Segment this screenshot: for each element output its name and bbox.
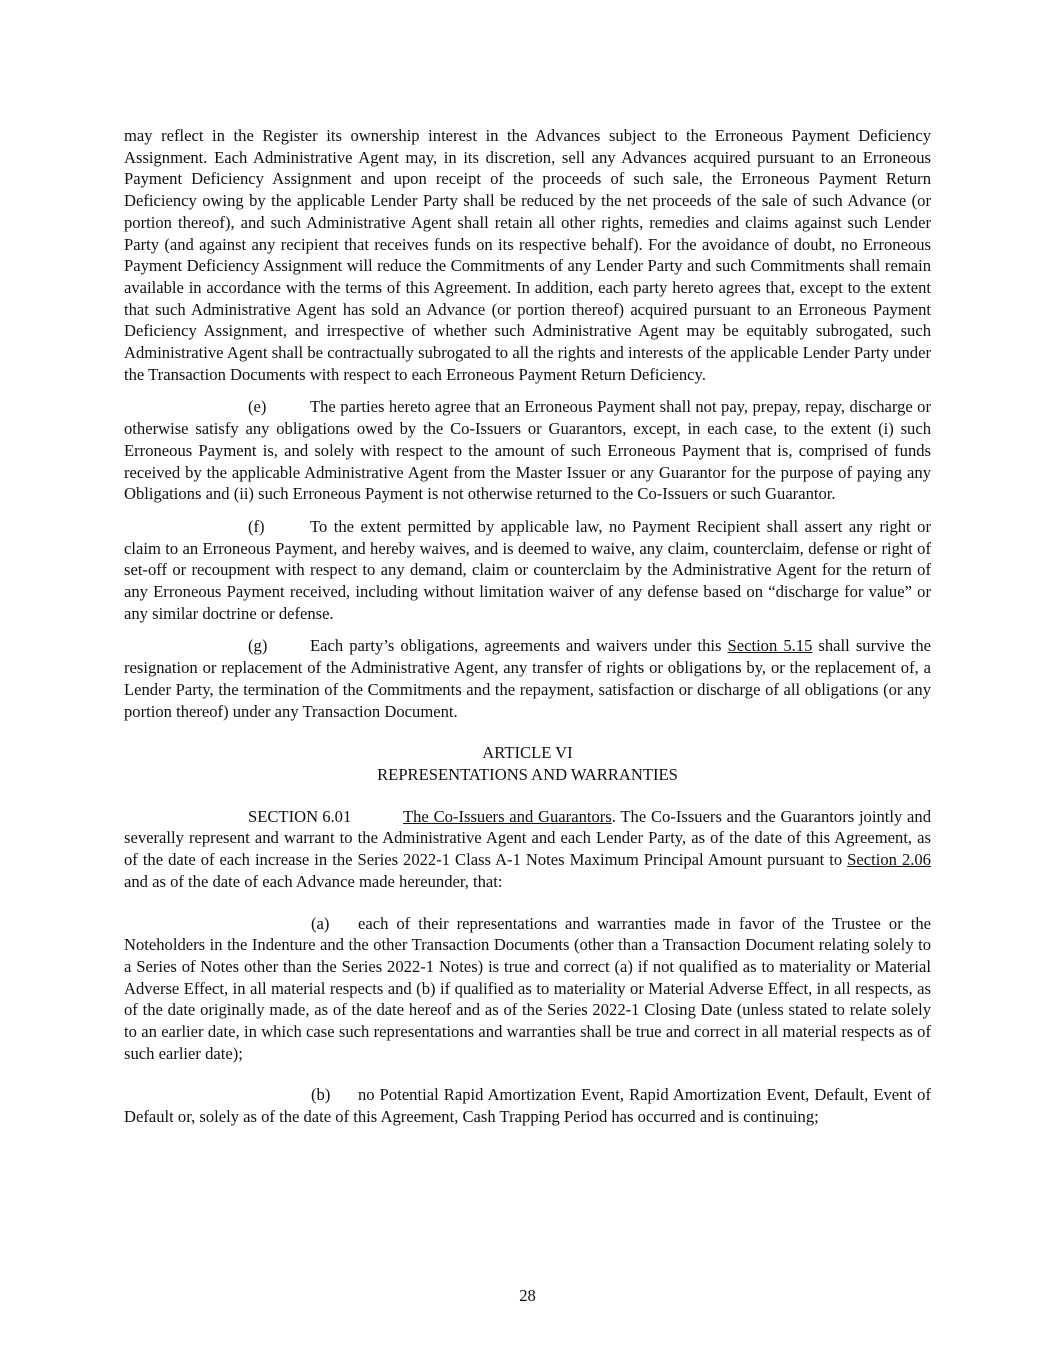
section-2-06-reference: Section 2.06: [847, 850, 931, 870]
paragraph-g-label: (g): [248, 636, 268, 656]
document-body: [124, 125, 931, 1128]
item-a-text: each of their representations and warranties made in favor of the Trustee or the Noteholders in the Indenture and the other Transaction Documents (other than a Transaction Document relating solely to a Series of Notes other than the Series 2022-1 Notes) is true and correct (a) if not qualified as to materiality or Material Adverse Effect, in all material respects and (b) if qualified as to materiality or Material Adverse Effect, in all respects, as of the date originally made, as of the date hereof and as of the Series 2022-1 Closing Date (unless stated to relate solely to an earlier date, in which case such representations and warranties shall be true and correct in all material respects as of such earlier date);: [124, 913, 931, 1063]
item-b: [124, 1084, 931, 1127]
section-5-15-reference: Section 5.15: [727, 636, 813, 656]
paragraph-f-label: (f): [248, 516, 265, 536]
paragraph-e-label: (e): [248, 397, 267, 417]
section-6-01-label: SECTION 6.01: [248, 806, 352, 826]
article-number: ARTICLE VI: [482, 743, 573, 763]
item-b-label: (b): [311, 1085, 331, 1105]
paragraph-e-text: The parties hereto agree that an Erroneous Payment shall not pay, prepay, repay, discharge or otherwise satisfy any obligations owed by the Co-Issuers or Guarantors, except, in each case, to the extent (i) such Erroneous Payment is, and solely with respect to the amount of such Erroneous Payment that is, comprised of funds received by the applicable Administrative Agent from the Master Issuer or any Guarantor for the purpose of paying any Obligations and (ii) such Erroneous Payment is not otherwise returned to the Co-Issuers or such Guarantor.: [124, 397, 931, 504]
section-6-01: SECTION 6.01 The Co-Issuers and Guarantors. The Co-Issuers and the Guarantors jointly and severally represent and warrant to the Administrative Agent and each Lender Party, as of the date of this Agreement, as of the date of each increase in the Series 2022-1 Class A-1 Notes Maximum Principal Amount pursuant to Section 2.06 and as of the date of each Advance made hereunder, that:: [124, 806, 931, 891]
paragraph-e: [124, 396, 931, 505]
page-number: 28: [519, 1286, 536, 1305]
paragraph-f-text: To the extent permitted by applicable law, no Payment Recipient shall assert any right or claim to an Erroneous Payment, and hereby waives, and is deemed to waive, any claim, counterclaim, defense or right of set-off or recoupment with respect to any demand, claim or counterclaim by the Administrative Agent for the return of any Erroneous Payment received, including without limitation waiver of any defense based on “discharge for value” or any similar doctrine or defense.: [124, 516, 931, 623]
item-b-text: no Potential Rapid Amortization Event, Rapid Amortization Event, Default, Event of Default or, solely as of the date of this Agreement, Cash Trapping Period has occurred and is continuing;: [124, 1085, 931, 1127]
paragraph-g: (g) Each party’s obligations, agreements and waivers under this Section 5.15 shall survive the resignation or replacement of the Administrative Agent, any transfer of rights or obligations by, or the replacement of, a Lender Party, the termination of the Commitments and the repayment, satisfaction or discharge of all obligations (or any portion thereof) under any Transaction Document.: [124, 636, 931, 721]
section-6-01-heading: The Co-Issuers and Guarantors: [403, 806, 612, 826]
paragraph-f: [124, 516, 931, 625]
article-title: REPRESENTATIONS AND WARRANTIES: [377, 764, 678, 784]
continued-paragraph: may reflect in the Register its ownership interest in the Advances subject to the Erroneous Payment Deficiency Assignment. Each Administrative Agent may, in its discretion, sell any Advances acquired pursuant to an Erroneous Payment Deficiency Assignment and upon receipt of the proceeds of such sale, the Erroneous Payment Return Deficiency owing by the applicable Lender Party shall be reduced by the net proceeds of the sale of such Advance (or portion thereof), and such Administrative Agent shall retain all other rights, remedies and claims against such Lender Party (and against any recipient that receives funds on its respective behalf). For the avoidance of doubt, no Erroneous Payment Deficiency Assignment will reduce the Commitments of any Lender Party and such Commitments shall remain available in accordance with the terms of this Agreement. In addition, each party hereto agrees that, except to the extent that such Administrative Agent has sold an Advance (or portion thereof) acquired pursuant to an Erroneous Payment Deficiency Assignment, and irrespective of whether such Administrative Agent may be equitably subrogated, such Administrative Agent shall be contractually subrogated to all the rights and interests of the applicable Lender Party under the Transaction Documents with respect to each Erroneous Payment Return Deficiency.: [124, 126, 931, 384]
item-a: [124, 913, 931, 1065]
item-a-label: (a): [311, 913, 330, 933]
